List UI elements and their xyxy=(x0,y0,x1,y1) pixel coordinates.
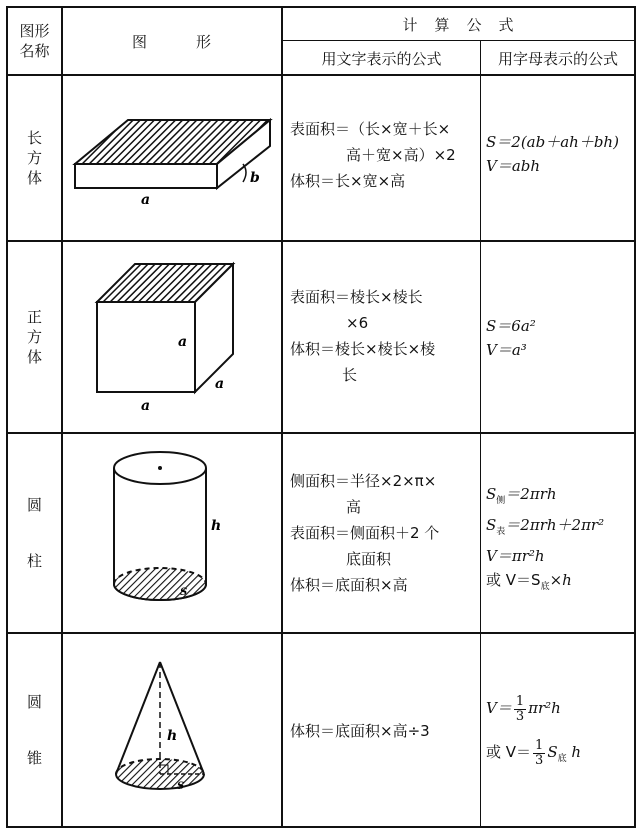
header-text-formula-col: 用文字表示的公式 xyxy=(321,49,442,68)
header-name-text: 图形名称 xyxy=(19,21,50,60)
cube-text-line-4: 长 xyxy=(342,366,358,384)
cuboid-label-b: b xyxy=(250,170,260,186)
row-name-cuboid xyxy=(8,76,61,240)
cuboid-text-line-2: 高＋宽×高）×2 xyxy=(346,146,456,164)
cylinder-text-line-5: 体积＝底面积×高 xyxy=(290,576,408,594)
cube-letter-formula xyxy=(486,314,536,362)
cube-label-a-bottom: a xyxy=(141,398,151,414)
cuboid-letter-formula xyxy=(486,130,619,178)
cone-letter-formula xyxy=(486,690,581,777)
cylinder-text-line-2: 高 xyxy=(346,498,362,516)
cone-figure xyxy=(63,634,281,826)
cylinder-text-line-1: 侧面积＝半径×2×π× xyxy=(290,472,437,490)
cone-letter-line-1: V＝ $\frac{1}{3}$ πr²h xyxy=(486,693,561,724)
cylinder-label-h: h xyxy=(211,518,222,534)
cylinder-text-line-3: 表面积＝侧面积＋2 个 xyxy=(290,524,440,542)
cube-label-a-front: a xyxy=(178,334,188,350)
cube-figure xyxy=(63,242,281,432)
cone-letter-line-2: 或 V＝ $\frac{1}{3}$ $S_底$ h xyxy=(486,737,582,768)
cylinder-text-line-4: 底面积 xyxy=(346,550,392,568)
row-name-cube xyxy=(8,242,61,432)
formula-subheader-divider xyxy=(282,40,636,41)
table-border-bottom xyxy=(6,826,636,828)
col-divider-formula xyxy=(480,40,481,828)
cube-name: 正方体 xyxy=(26,307,42,367)
cylinder-name: 圆柱 xyxy=(26,496,42,570)
cuboid-figure xyxy=(63,76,281,240)
col-divider-figure xyxy=(281,6,283,828)
cylinder-figure xyxy=(63,434,281,632)
cuboid-label-a: a xyxy=(141,192,151,208)
cone-name: 圆锥 xyxy=(26,693,42,767)
cube-text-formula xyxy=(290,284,435,388)
cylinder-letter-line-4: 或 $V=S_底\times h$ xyxy=(486,571,572,592)
row-name-cone xyxy=(8,634,61,826)
cube-text-line-2: ×6 xyxy=(346,314,369,332)
cylinder-letter-line-3: V＝πr²h xyxy=(486,547,545,565)
cylinder-label-s: S xyxy=(180,587,188,598)
cuboid-text-formula xyxy=(290,116,456,194)
header-formula-col: 计 算 公 式 xyxy=(402,15,515,34)
row-name-cylinder xyxy=(8,434,61,632)
cube-letter-line-2: V＝a³ xyxy=(486,341,527,359)
cylinder-letter-line-2: $S_表=2\pi rh+2\pi r^2$ xyxy=(486,516,605,537)
cuboid-text-line-1: 表面积＝（长×宽＋长× xyxy=(290,120,451,138)
cylinder-letter-line-1: $S_侧=2\pi rh$ xyxy=(486,485,557,506)
cone-label-s: S xyxy=(177,781,185,792)
table-border-right xyxy=(634,6,636,828)
header-figure-col: 图 形 xyxy=(131,32,212,51)
cone-text-line-1: 体积＝底面积×高÷3 xyxy=(290,722,430,740)
cuboid-letter-line-2: V＝abh xyxy=(486,157,541,175)
cuboid-name: 长方体 xyxy=(26,128,42,188)
cone-label-h: h xyxy=(167,728,178,744)
cylinder-text-formula xyxy=(290,468,439,598)
cube-label-a-side: a xyxy=(215,376,225,392)
cube-letter-line-1: S＝6a² xyxy=(486,317,536,335)
cuboid-letter-line-1: S＝2(ab＋ah＋bh) xyxy=(486,133,619,151)
header-letter-formula-col: 用字母表示的公式 xyxy=(497,49,618,68)
header-name-col xyxy=(8,8,61,74)
cuboid-text-line-3: 体积＝长×宽×高 xyxy=(290,172,406,190)
cube-text-line-3: 体积＝棱长×棱长×棱 xyxy=(290,340,436,358)
cone-text-formula xyxy=(290,718,430,744)
cylinder-letter-formula xyxy=(486,482,604,599)
cube-text-line-1: 表面积＝棱长×棱长 xyxy=(290,288,423,306)
